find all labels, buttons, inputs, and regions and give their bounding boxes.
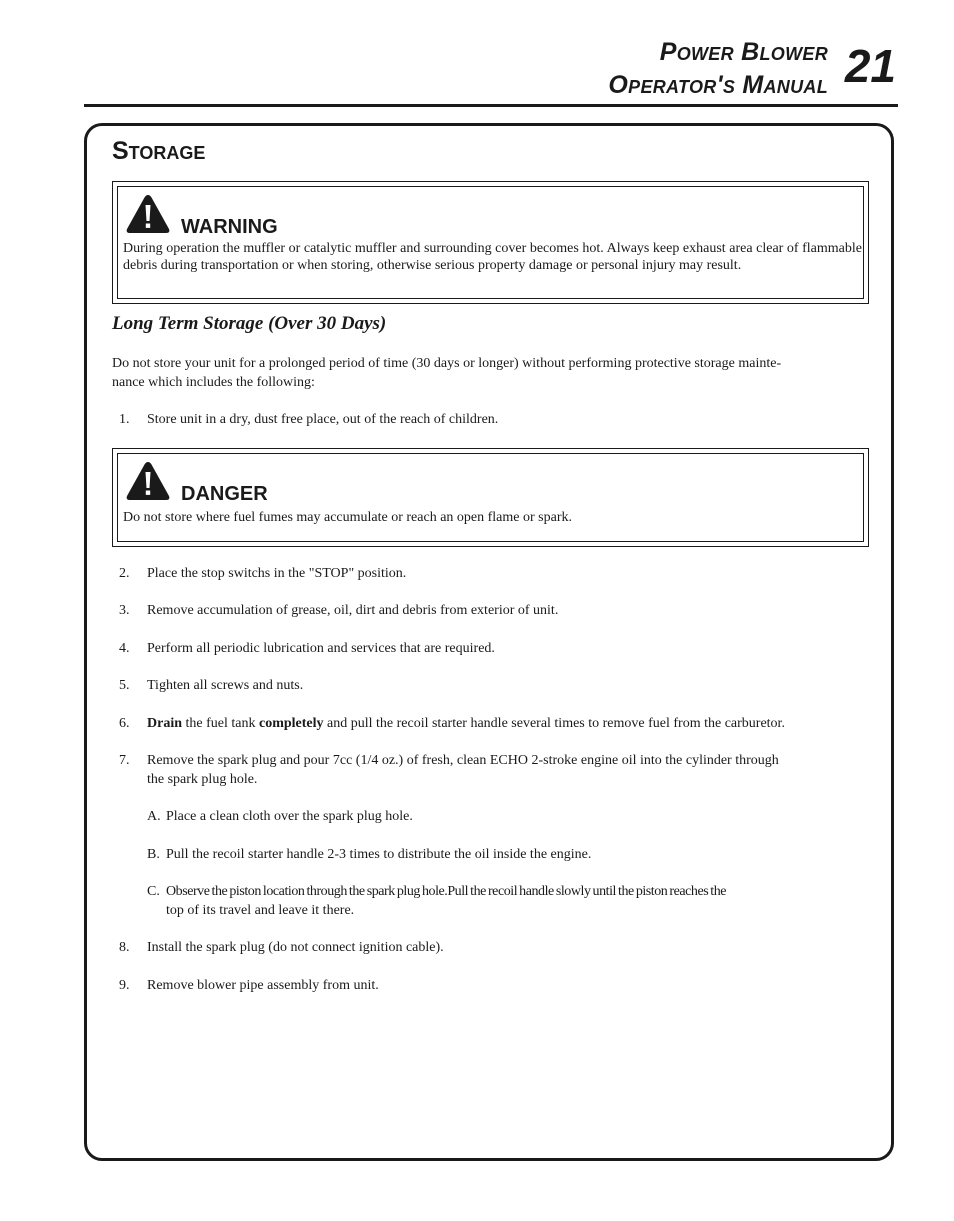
step-5-number: 5. xyxy=(119,678,130,693)
danger-header xyxy=(125,464,268,505)
long-term-heading: Long Term Storage (Over 30 Days) xyxy=(112,313,387,334)
warning-header xyxy=(125,197,278,238)
step-7c-text xyxy=(166,882,856,920)
step-8-number: 8. xyxy=(119,940,130,955)
step-6-text xyxy=(147,714,859,733)
step-8-text: Install the spark plug (do not connect ignition cable). xyxy=(147,940,444,955)
warning-triangle-icon xyxy=(125,193,171,235)
step-1-text: Store unit in a dry, dust free place, out of the reach of children. xyxy=(147,412,499,427)
step-7a-letter: A. xyxy=(147,809,161,824)
step-4-number: 4. xyxy=(119,641,130,656)
step-6-number: 6. xyxy=(119,716,130,731)
step-7a xyxy=(147,807,847,826)
intro-line-2: nance which includes the following: xyxy=(112,375,315,390)
step-2-text: Place the stop switchs in the "STOP" position. xyxy=(147,566,407,581)
danger-text: Do not store where fuel fumes may accumulate or reach an open flame or spark. xyxy=(123,510,572,525)
step-7b-letter: B. xyxy=(147,847,160,862)
step-3-text: Remove accumulation of grease, oil, dirt and debris from exterior of unit. xyxy=(147,603,559,618)
manual-title-line2: Operator's Manual xyxy=(608,71,828,99)
step-3-number: 3. xyxy=(119,603,130,618)
danger-label: DANGER xyxy=(181,483,268,505)
step-6-mid: the fuel tank xyxy=(182,716,259,731)
warning-label: WARNING xyxy=(181,216,278,238)
step-7-line-2: the spark plug hole. xyxy=(147,772,258,787)
step-4-text: Perform all periodic lubrication and services that are required. xyxy=(147,641,495,656)
step-7c-letter: C. xyxy=(147,884,160,899)
step-7-text xyxy=(147,751,859,789)
step-7b-text: Pull the recoil starter handle 2-3 times to distribute the oil inside the engine. xyxy=(166,847,592,862)
header-rule xyxy=(84,104,898,107)
step-7-line-1: Remove the spark plug and pour 7cc (1/4 oz.) of fresh, clean ECHO 2-stroke engine oil into the cylinder through xyxy=(147,753,779,768)
step-7c-line-2: top of its travel and leave it there. xyxy=(166,903,355,918)
step-7a-text: Place a clean cloth over the spark plug hole. xyxy=(166,809,413,824)
step-1-number: 1. xyxy=(119,412,130,427)
step-6-rest: and pull the recoil starter handle several times to remove fuel from the carburetor. xyxy=(323,716,785,731)
manual-title xyxy=(608,36,828,102)
warning-text: During operation the muffler or catalytic muffler and surrounding cover becomes hot. Always keep exhaust area clear of flammable debris during transportation or when storing, otherwise serious property damage or personal injury may result. xyxy=(123,241,862,273)
step-7-number: 7. xyxy=(119,753,130,768)
step-9-number: 9. xyxy=(119,978,130,993)
danger-box xyxy=(112,448,869,547)
section-title: Storage xyxy=(112,137,206,165)
step-6-bold-drain: Drain xyxy=(147,716,182,731)
step-2-number: 2. xyxy=(119,566,130,581)
step-9-text: Remove blower pipe assembly from unit. xyxy=(147,978,379,993)
danger-triangle-icon xyxy=(125,460,171,502)
step-7c-line-1: Observe the piston location through the spark plug hole.Pull the recoil handle slowly until the piston reaches the xyxy=(166,884,727,899)
step-5-text: Tighten all screws and nuts. xyxy=(147,678,304,693)
intro-line-1: Do not store your unit for a prolonged period of time (30 days or longer) without performing protective storage mainte- xyxy=(112,356,782,371)
step-6-bold-completely: completely xyxy=(258,716,324,731)
intro-paragraph xyxy=(112,354,862,392)
page-number: 21 xyxy=(844,40,896,92)
manual-title-line1: Power Blower xyxy=(659,38,828,66)
step-7b xyxy=(147,845,847,864)
warning-box xyxy=(112,181,869,304)
